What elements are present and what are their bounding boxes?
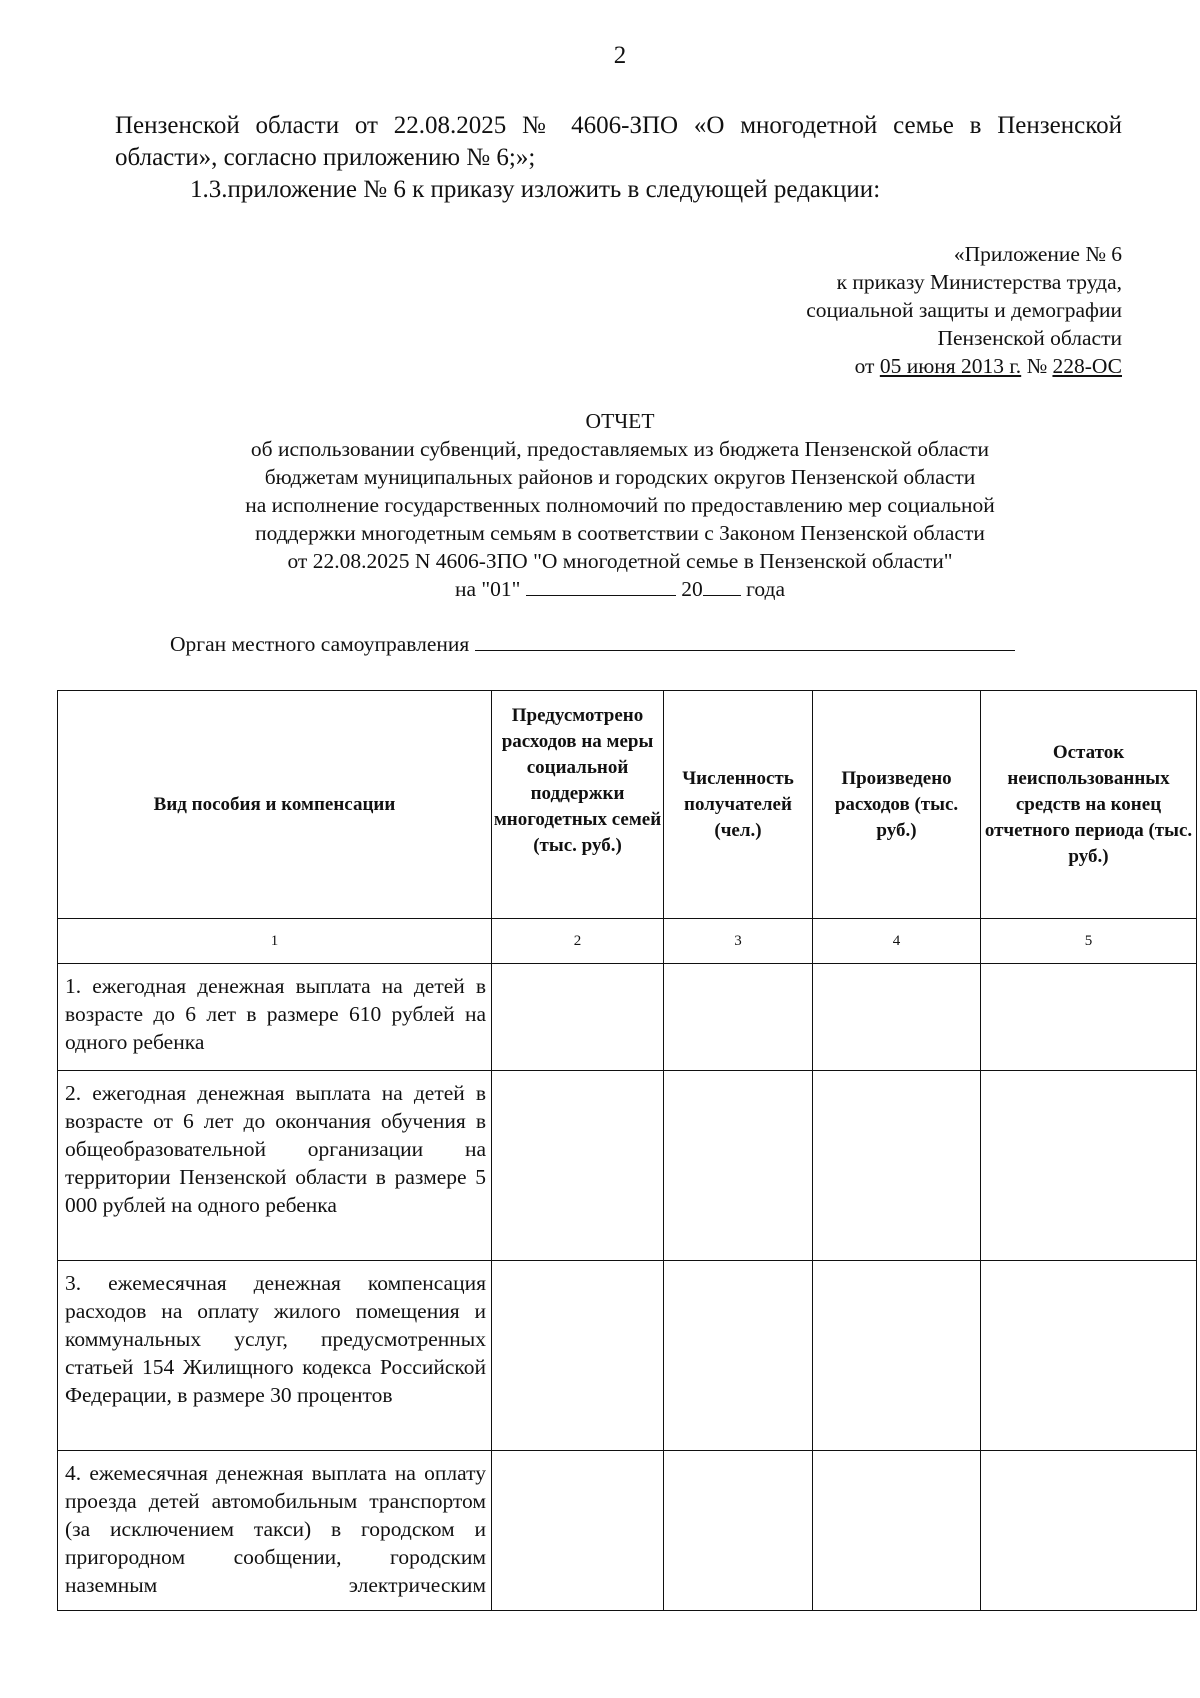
table-cell[interactable] xyxy=(664,964,813,1071)
header-recipients: Численность получателей (чел.) xyxy=(664,691,813,919)
column-number: 2 xyxy=(492,919,664,964)
report-month-blank[interactable] xyxy=(526,577,676,596)
report-date-mid: 20 xyxy=(675,577,703,601)
table-cell[interactable] xyxy=(813,1261,981,1451)
report-title-block xyxy=(0,407,1200,603)
approval-line-1: «Приложение № 6 xyxy=(953,242,1122,266)
report-subtitle-line: от 22.08.2025 N 4606-ЗПО "О многодетной семье в Пензенской области" xyxy=(287,549,953,573)
row-description: 1. ежегодная денежная выплата на детей в возрасте до 6 лет в размере 610 рублей на одного ребенка xyxy=(58,964,492,1071)
table-cell[interactable] xyxy=(492,1451,664,1611)
approval-date-prefix: от xyxy=(854,354,880,378)
table-cell[interactable] xyxy=(664,1071,813,1261)
column-number: 3 xyxy=(664,919,813,964)
table-cell[interactable] xyxy=(664,1261,813,1451)
report-year-blank[interactable] xyxy=(703,577,741,596)
approval-number: 228-ОС xyxy=(1052,354,1122,378)
report-date-line xyxy=(0,575,1200,603)
intro-line-1: Пензенской области от 22.08.2025 № 4606-ЗПО «О многодетной семье в Пензенской области», согласно приложению № 6;»; xyxy=(115,112,1122,171)
header-planned-expenses: Предусмотрено расходов на меры социальной поддержки многодетных семей (тыс. руб.) xyxy=(492,691,664,919)
authority-label: Орган местного самоуправления xyxy=(170,632,475,656)
report-date-suffix: года xyxy=(740,577,785,601)
authority-line xyxy=(170,630,1015,658)
table-cell[interactable] xyxy=(492,1071,664,1261)
table-cell[interactable] xyxy=(981,1071,1197,1261)
table-row xyxy=(58,964,1197,1071)
column-number: 5 xyxy=(981,919,1197,964)
header-unused-balance: Остаток неиспользованных средств на конец отчетного периода (тыс. руб.) xyxy=(981,691,1197,919)
authority-blank[interactable] xyxy=(475,632,1015,651)
approval-line-4: Пензенской области xyxy=(937,326,1122,350)
approval-line-5 xyxy=(806,352,1122,380)
approval-date: 05 июня 2013 г. xyxy=(879,354,1022,378)
column-number: 1 xyxy=(58,919,492,964)
table-row xyxy=(58,1261,1197,1451)
page-number: 2 xyxy=(613,42,627,69)
report-date-prefix: на "01" xyxy=(454,577,526,601)
table-cell[interactable] xyxy=(981,1451,1197,1611)
header-expenses-made: Произведено расходов (тыс. руб.) xyxy=(813,691,981,919)
report-subtitle-line: на исполнение государственных полномочий по предоставлению мер социальной xyxy=(245,493,995,517)
approval-line-3: социальной защиты и демографии xyxy=(806,298,1122,322)
table-row xyxy=(58,1071,1197,1261)
row-description: 3. ежемесячная денежная компенсация расходов на оплату жилого помещения и коммунальных услуг, предусмотренных статьей 154 Жилищного кодекса Российской Федерации, в размере 30 процентов xyxy=(58,1261,492,1451)
report-title: ОТЧЕТ xyxy=(585,409,655,433)
report-subtitle-line: бюджетам муниципальных районов и городских округов Пензенской области xyxy=(264,465,976,489)
report-table xyxy=(57,690,1197,1611)
table-header-row xyxy=(58,691,1197,919)
intro-paragraph xyxy=(115,110,1122,206)
report-subtitle-line: поддержки многодетным семьям в соответствии с Законом Пензенской области xyxy=(255,521,985,545)
header-benefit-type: Вид пособия и компенсации xyxy=(58,691,492,919)
table-cell[interactable] xyxy=(981,964,1197,1071)
table-cell[interactable] xyxy=(492,964,664,1071)
table-cell[interactable] xyxy=(813,1451,981,1611)
table-cell[interactable] xyxy=(981,1261,1197,1451)
row-description: 2. ежегодная денежная выплата на детей в возрасте от 6 лет до окончания обучения в общеобразовательной организации на территории Пензенской области в размере 5 000 рублей на одного ребенка xyxy=(58,1071,492,1261)
table-number-row xyxy=(58,919,1197,964)
approval-stamp xyxy=(806,240,1122,380)
column-number: 4 xyxy=(813,919,981,964)
table-row xyxy=(58,1451,1197,1611)
intro-line-2: 1.3.приложение № 6 к приказу изложить в следующей редакции: xyxy=(190,176,881,203)
row-description: 4. ежемесячная денежная выплата на оплату проезда детей автомобильным транспортом (за исключением такси) в городском и пригородном сообщении, городским наземным электрическим xyxy=(58,1451,492,1611)
table-cell[interactable] xyxy=(492,1261,664,1451)
approval-line-2: к приказу Министерства труда, xyxy=(836,270,1122,294)
table-cell[interactable] xyxy=(664,1451,813,1611)
table-cell[interactable] xyxy=(813,964,981,1071)
approval-number-prefix: № xyxy=(1021,354,1053,378)
report-subtitle-line: об использовании субвенций, предоставляемых из бюджета Пензенской области xyxy=(250,437,990,461)
table-cell[interactable] xyxy=(813,1071,981,1261)
